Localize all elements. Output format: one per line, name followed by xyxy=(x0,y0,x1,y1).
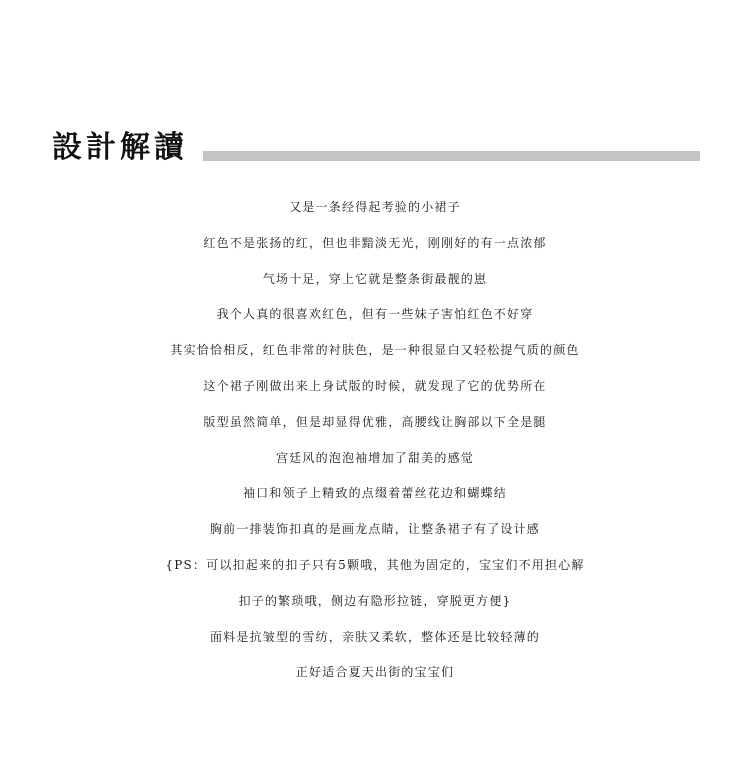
description-line: 面料是抗皱型的雪纺，亲肤又柔软，整体还是比较轻薄的 xyxy=(209,629,540,644)
title-divider-bar xyxy=(203,151,700,161)
description-line: 其实恰恰相反，红色非常的衬肤色，是一种很显白又轻松提气质的颜色 xyxy=(170,343,580,358)
section-title: 設計解讀 xyxy=(52,130,188,165)
description-line: {PS：可以扣起来的扣子只有5颗哦，其他为固定的，宝宝们不用担心解 xyxy=(165,557,585,572)
description-line: 宫廷风的泡泡袖增加了甜美的感觉 xyxy=(275,450,474,465)
product-description xyxy=(0,190,750,691)
description-line: 正好适合夏天出街的宝宝们 xyxy=(295,665,455,680)
description-line: 又是一条经得起考验的小裙子 xyxy=(289,200,461,214)
description-line: 袖口和领子上精致的点缀着蕾丝花边和蝴蝶结 xyxy=(242,486,507,501)
description-line: 我个人真的很喜欢红色，但有一些妹子害怕红色不好穿 xyxy=(216,307,534,322)
section-header xyxy=(52,128,702,168)
description-line: 扣子的繁琐哦，侧边有隐形拉链，穿脱更方便} xyxy=(238,593,512,608)
description-line: 红色不是张扬的红，但也非黯淡无光，刚刚好的有一点浓郁 xyxy=(203,235,547,250)
description-line: 气场十足，穿上它就是整条街最靓的崽 xyxy=(262,271,488,286)
description-line: 这个裙子刚做出来上身试版的时候，就发现了它的优势所在 xyxy=(203,378,547,393)
description-line: 胸前一排装饰扣真的是画龙点睛，让整条裙子有了设计感 xyxy=(209,522,540,537)
description-line: 版型虽然简单，但是却显得优雅，高腰线让胸部以下全是腿 xyxy=(203,414,547,429)
